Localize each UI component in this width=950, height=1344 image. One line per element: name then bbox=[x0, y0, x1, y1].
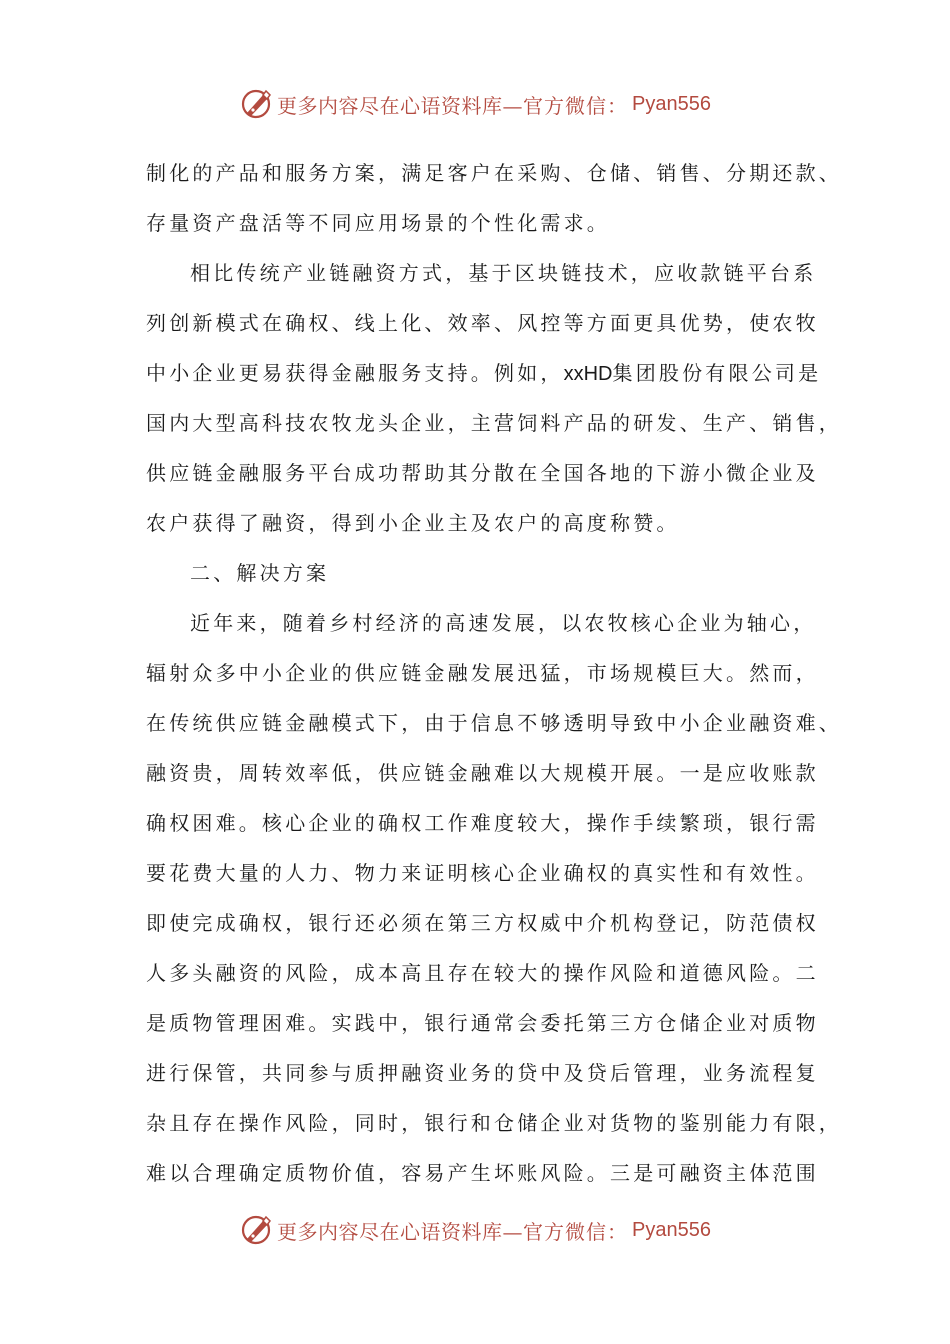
text-line: 要花费大量的人力、物力来证明核心企业确权的真实性和有效性。 bbox=[146, 861, 819, 885]
text-line: 制化的产品和服务方案，满足客户在采购、仓储、销售、分期还款、 bbox=[146, 161, 842, 185]
banner-main-text: 更多内容尽在心语资料库— bbox=[277, 93, 524, 118]
text-segment: 集团股份有限公司是 bbox=[612, 361, 822, 385]
banner-wechat-label: 官方微信： bbox=[523, 93, 629, 118]
text-line: 确权困难。核心企业的确权工作难度较大，操作手续繁琐，银行需 bbox=[146, 811, 819, 835]
banner-main-text: 更多内容尽在心语资料库— bbox=[277, 1219, 524, 1244]
text-line: 辐射众多中小企业的供应链金融发展迅猛，市场规模巨大。然而， bbox=[146, 661, 819, 685]
text-line: 近年来，随着乡村经济的高速发展，以农牧核心企业为轴心， bbox=[190, 611, 817, 635]
banner-wechat-label: 官方微信： bbox=[523, 1219, 629, 1244]
footer-watermark-banner bbox=[0, 1208, 950, 1252]
text-line bbox=[146, 348, 822, 398]
text-line: 国内大型高科技农牧龙头企业，主营饲料产品的研发、生产、销售， bbox=[146, 411, 842, 435]
pen-nib-circle-icon bbox=[239, 1212, 275, 1248]
text-line: 融资贵，周转效率低，供应链金融难以大规模开展。一是应收账款 bbox=[146, 761, 819, 785]
section-heading: 二、解决方案 bbox=[190, 561, 330, 585]
text-line: 难以合理确定质物价值，容易产生坏账风险。三是可融资主体范围 bbox=[146, 1161, 819, 1185]
banner-wechat-id: Pyan556 bbox=[632, 92, 711, 115]
text-line: 在传统供应链金融模式下，由于信息不够透明导致中小企业融资难、 bbox=[146, 711, 842, 735]
company-code: xxHD bbox=[563, 363, 613, 385]
text-line: 存量资产盘活等不同应用场景的个性化需求。 bbox=[146, 211, 610, 235]
text-line: 即使完成确权，银行还必须在第三方权威中介机构登记，防范债权 bbox=[146, 911, 819, 935]
text-line: 杂且存在操作风险，同时，银行和仓储企业对货物的鉴别能力有限， bbox=[146, 1111, 842, 1135]
text-line: 进行保管，共同参与质押融资业务的贷中及贷后管理，业务流程复 bbox=[146, 1061, 819, 1085]
text-line: 列创新模式在确权、线上化、效率、风控等方面更具优势，使农牧 bbox=[146, 311, 819, 335]
text-line: 农户获得了融资，得到小企业主及农户的高度称赞。 bbox=[146, 511, 680, 535]
text-line: 是质物管理困难。实践中，银行通常会委托第三方仓储企业对质物 bbox=[146, 1011, 819, 1035]
document-body bbox=[146, 148, 842, 1198]
pen-nib-circle-icon bbox=[239, 86, 275, 122]
text-segment: 中小企业更易获得金融服务支持。例如， bbox=[146, 361, 564, 385]
banner-wechat-id: Pyan556 bbox=[632, 1218, 711, 1241]
text-line: 相比传统产业链融资方式，基于区块链技术，应收款链平台系 bbox=[190, 261, 817, 285]
text-line: 供应链金融服务平台成功帮助其分散在全国各地的下游小微企业及 bbox=[146, 461, 819, 485]
text-line: 人多头融资的风险，成本高且存在较大的操作风险和道德风险。二 bbox=[146, 961, 819, 985]
header-watermark-banner bbox=[0, 82, 950, 126]
